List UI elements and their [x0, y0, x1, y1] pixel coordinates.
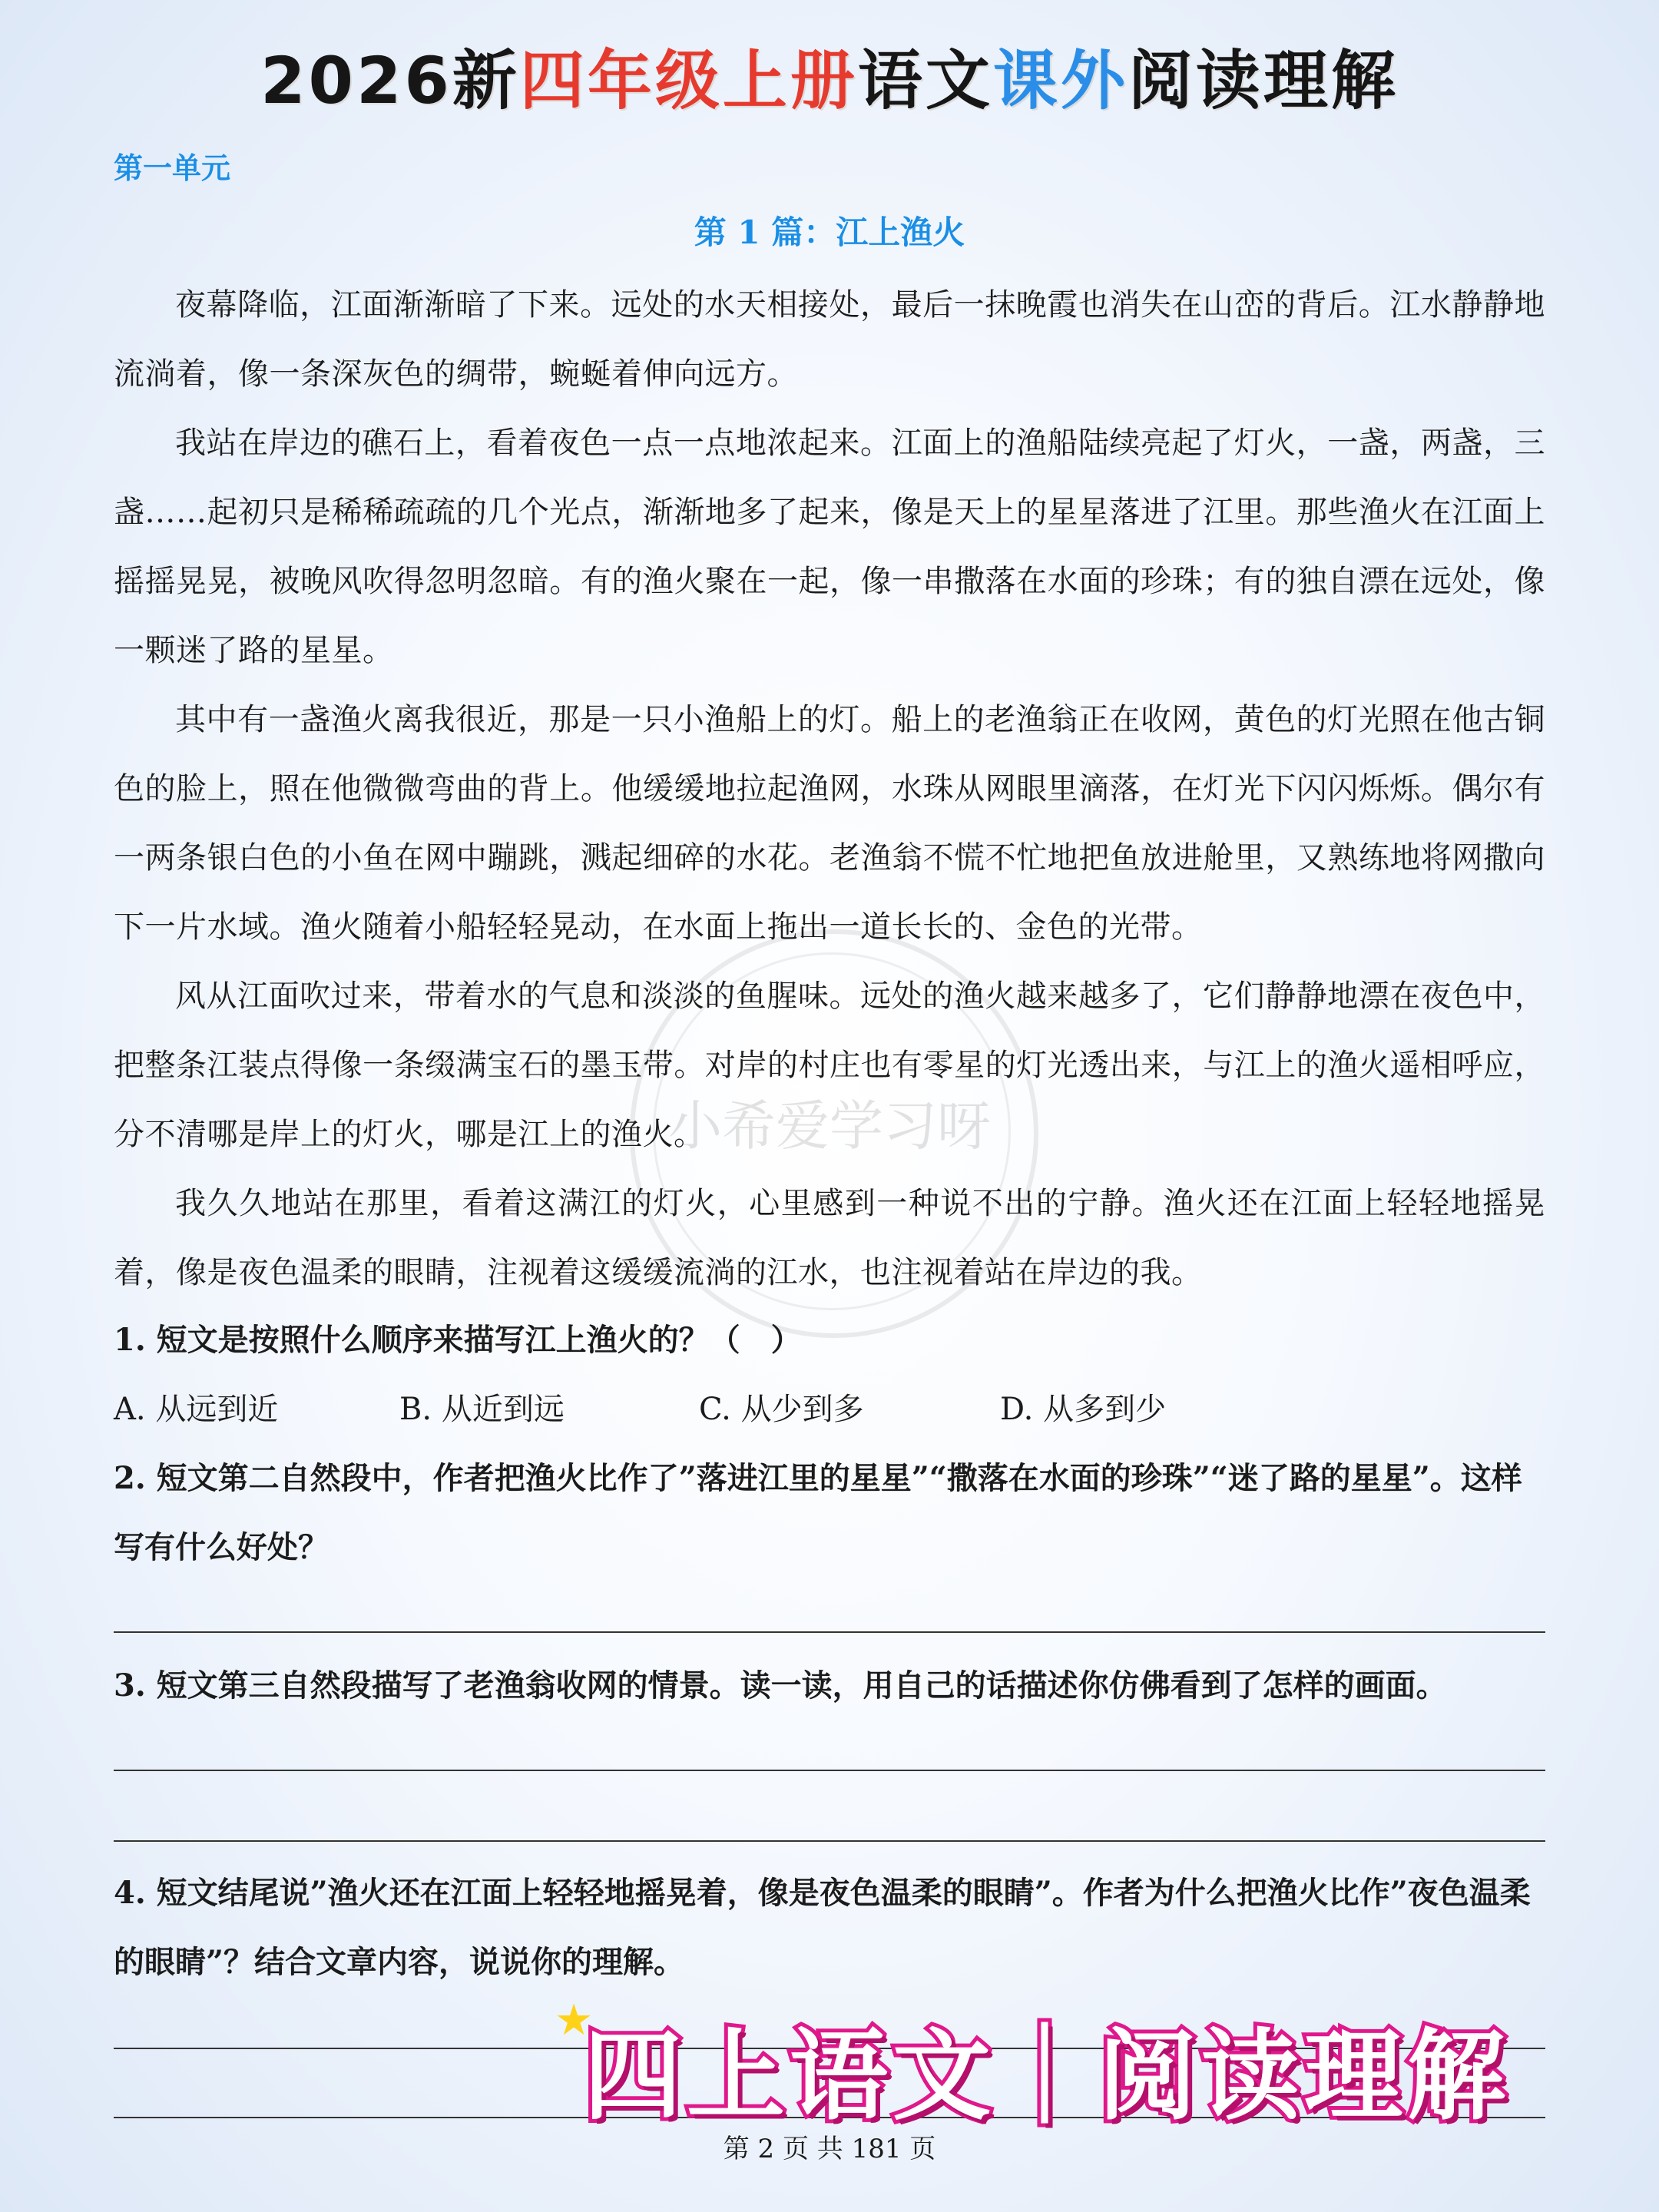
paragraph-2: 我站在岸边的礁石上，看着夜色一点一点地浓起来。江面上的渔船陆续亮起了灯火，一盏，两盏，三盏……起初只是稀稀疏疏的几个光点，渐渐地多了起来，像是天上的星星落进了江里。那些渔火在江面上摇摇晃晃，被晚风吹得忽明忽暗。有的渔火聚在一起，像一串撒落在水面的珍珠；有的独自漂在远处，像一颗迷了路的星星。	[114, 426, 1545, 668]
paragraph-1: 夜幕降临，江面渐渐暗了下来。远处的水天相接处，最后一抹晚霞也消失在山峦的背后。江水静静地流淌着，像一条深灰色的绸带，蜿蜒着伸向远方。	[114, 287, 1545, 392]
answer-line[interactable]	[114, 1840, 1545, 1842]
title-part: 阅读理解	[1128, 43, 1399, 118]
option-b: B. 从近到远	[399, 1392, 565, 1427]
title-part: 课外	[992, 43, 1128, 118]
option-c: C. 从少到多	[699, 1392, 864, 1427]
title-part: 四年级上册	[519, 43, 858, 118]
page-footer: 第 2 页 共 181 页	[723, 2134, 936, 2164]
title-text	[452, 43, 1399, 118]
passage-title: 第 1 篇：江上渔火	[694, 214, 965, 251]
star-icon: ★	[555, 1995, 594, 2045]
question-1: 1. 短文是按照什么顺序来描写江上渔火的？（ ）	[114, 1322, 802, 1358]
answer-line[interactable]	[114, 1631, 1545, 1633]
promo-banner: 四上语文｜阅读理解	[584, 2019, 1511, 2134]
question-2: 2. 短文第二自然段中，作者把渔火比作了”落进江里的星星”“撒落在水面的珍珠”“迷了路的星星”。这样写有什么好处？	[114, 1460, 1522, 1565]
title-part: 语文	[857, 43, 993, 118]
paragraph-3: 其中有一盏渔火离我很近，那是一只小渔船上的灯。船上的老渔翁正在收网，黄色的灯光照在他古铜色的脸上，照在他微微弯曲的背上。他缓缓地拉起渔网，水珠从网眼里滴落，在灯光下闪闪烁烁。偶尔有一两条银白色的小鱼在网中蹦跳，溅起细碎的水花。老渔翁不慌不忙地把鱼放进舱里，又熟练地将网撒向下一片水域。渔火随着小船轻轻晃动，在水面上拖出一道长长的、金色的光带。	[114, 702, 1545, 945]
title-part: 新	[452, 43, 520, 118]
question-3: 3. 短文第三自然段描写了老渔翁收网的情景。读一读，用自己的话描述你仿佛看到了怎样的画面。	[114, 1667, 1447, 1704]
watermark-text: 小希爱学习呀	[668, 1094, 991, 1157]
document-title	[0, 29, 1659, 122]
answer-line[interactable]	[114, 1770, 1545, 1771]
paragraph-4: 风从江面吹过来，带着水的气息和淡淡的鱼腥味。远处的渔火越来越多了，它们静静地漂在夜色中，把整条江装点得像一条缀满宝石的墨玉带。对岸的村庄也有零星的灯光透出来，与江上的渔火遥相呼应，分不清哪是岸上的灯火，哪是江上的渔火。	[114, 979, 1545, 1152]
paragraph-5: 我久久地站在那里，看着这满江的灯火，心里感到一种说不出的宁静。渔火还在江面上轻轻地摇晃着，像是夜色温柔的眼睛，注视着这缓缓流淌的江水，也注视着站在岸边的我。	[114, 1186, 1545, 1290]
title-year: 2026	[260, 43, 452, 118]
question-4: 4. 短文结尾说”渔火还在江面上轻轻地摇晃着，像是夜色温柔的眼睛”。作者为什么把渔火比作”夜色温柔的眼睛”？结合文章内容，说说你的理解。	[114, 1875, 1531, 1980]
option-d: D. 从多到少	[1000, 1392, 1167, 1427]
unit-label: 第一单元	[114, 151, 231, 185]
option-a: A. 从远到近	[114, 1392, 279, 1427]
